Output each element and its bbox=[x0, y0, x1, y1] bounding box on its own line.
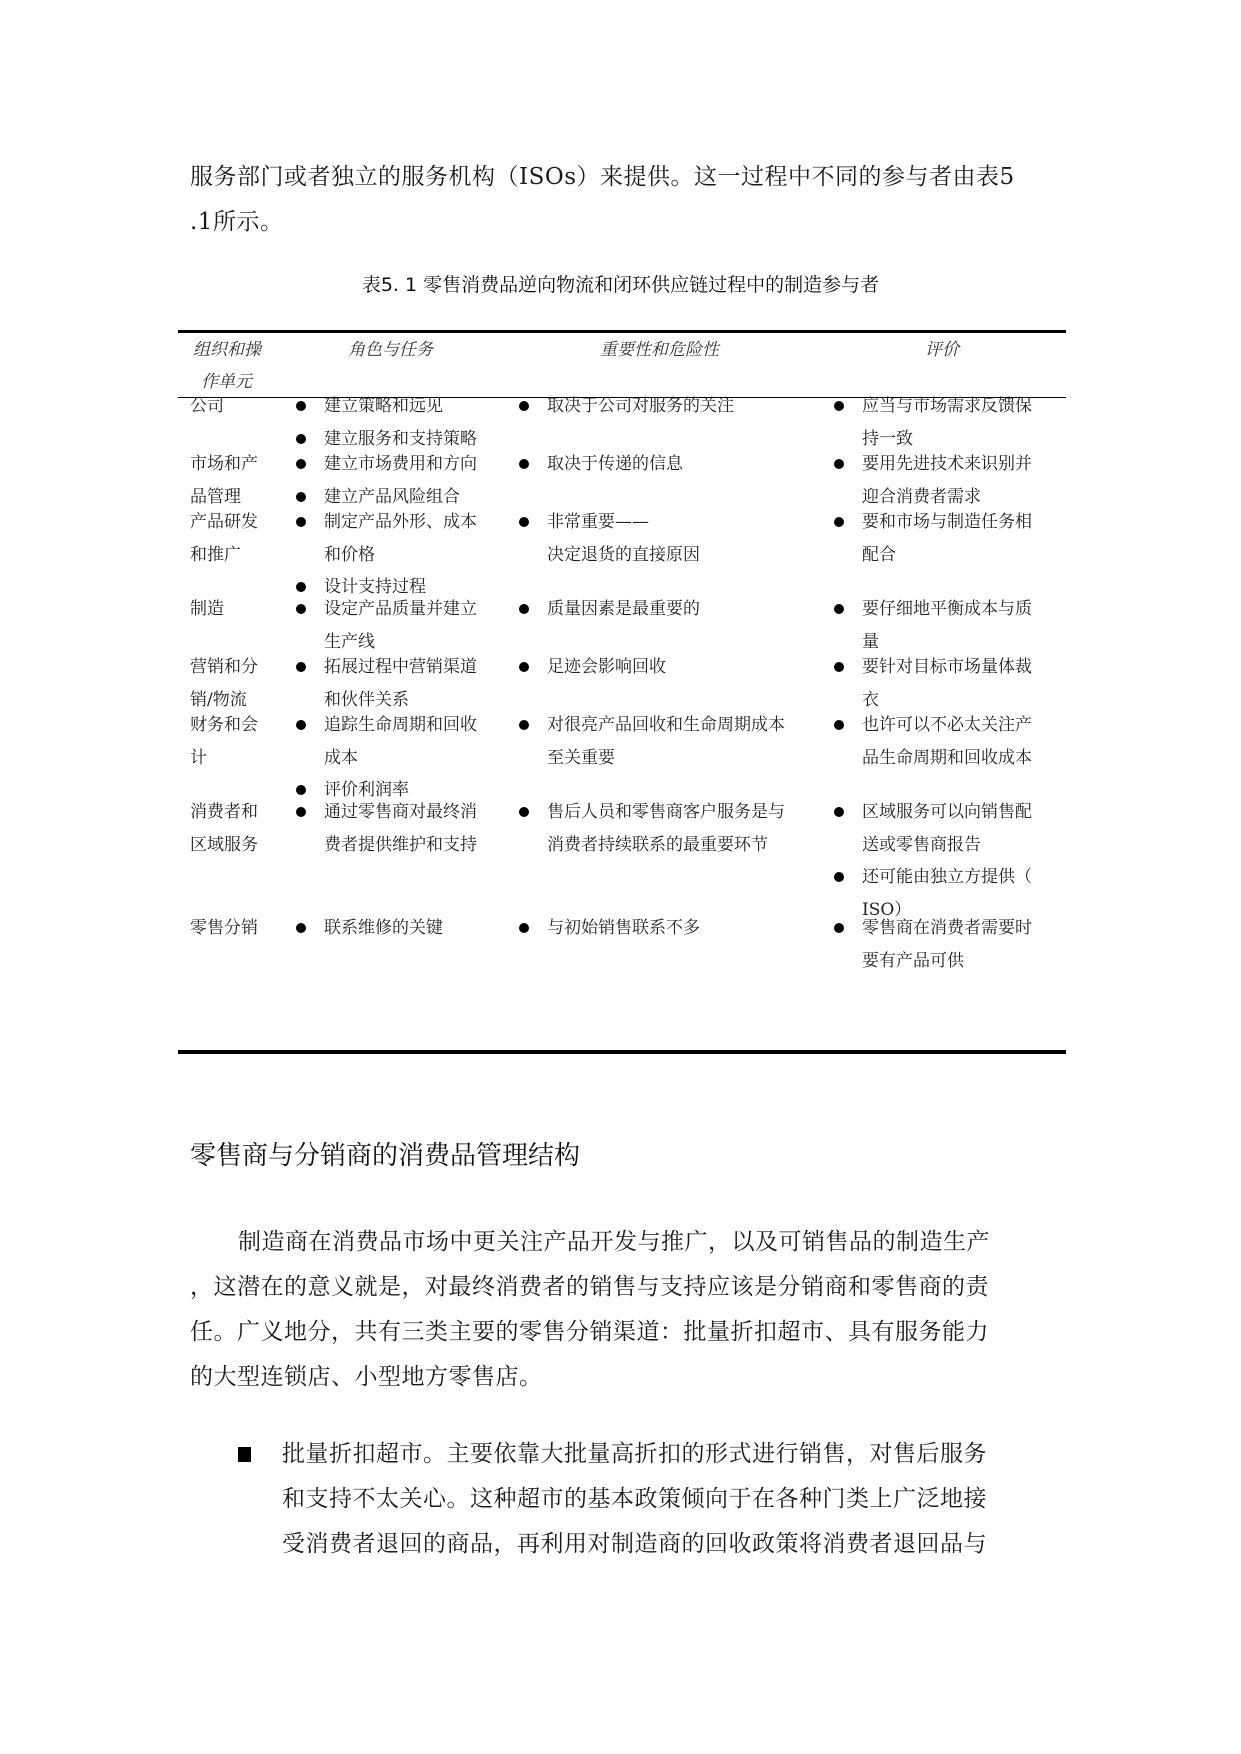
cell-role bbox=[290, 709, 500, 807]
cell-evaluation bbox=[828, 709, 1058, 774]
bullet-line: 建立策略和远见 bbox=[324, 396, 443, 416]
table-caption: 表5. 1 零售消费品逆向物流和闭环供应链过程中的制造参与者 bbox=[361, 274, 880, 296]
cell-unit bbox=[190, 390, 270, 423]
bullet-item bbox=[513, 506, 803, 571]
section-heading: 零售商与分销商的消费品管理结构 bbox=[190, 1141, 581, 1171]
cell-evaluation bbox=[828, 506, 1058, 571]
bullet-line: 对很亮产品回收和生命周期成本 bbox=[547, 715, 785, 735]
cell-text: 品管理 bbox=[190, 486, 241, 507]
cell-importance bbox=[513, 709, 803, 774]
cell-evaluation bbox=[828, 448, 1058, 513]
bullet-item bbox=[290, 651, 500, 716]
bullet-line: 通过零售商对最终消 bbox=[324, 802, 477, 822]
bullet-line: 应当与市场需求反馈保 bbox=[862, 396, 1032, 416]
bullet-line: 至关重要 bbox=[547, 747, 615, 768]
bullet-line: 要仔细地平衡成本与质 bbox=[862, 599, 1032, 619]
bullet-line: 成本 bbox=[324, 747, 358, 768]
bullet-line: 联系维修的关键 bbox=[324, 918, 443, 938]
list-item-line: 批量折扣超市。主要依靠大批量高折扣的形式进行销售，对售后服务 bbox=[282, 1441, 987, 1467]
bullet-item bbox=[828, 506, 1058, 571]
bullet-line: 拓展过程中营销渠道 bbox=[324, 657, 477, 677]
bullet-line: 质量因素是最重要的 bbox=[547, 599, 700, 619]
bullet-line: 追踪生命周期和回收 bbox=[324, 715, 477, 735]
bullet-line: 设定产品质量并建立 bbox=[324, 599, 477, 619]
bullet-line: 足迹会影响回收 bbox=[547, 657, 666, 677]
cell-text: 市场和产 bbox=[190, 454, 258, 474]
cell-text: 消费者和 bbox=[190, 802, 258, 822]
bullet-item bbox=[513, 651, 803, 684]
bullet-line: 制定产品外形、成本 bbox=[324, 512, 477, 532]
bullet-item bbox=[828, 912, 1058, 977]
section-paragraph bbox=[190, 1220, 1060, 1400]
cell-text: 和推广 bbox=[190, 544, 241, 565]
bullet-line: 消费者持续联系的最重要环节 bbox=[547, 834, 768, 855]
bullet-line: 要用先进技术来识别并 bbox=[862, 454, 1032, 474]
bullet-item bbox=[828, 709, 1058, 774]
bullet-line: 送或零售商报告 bbox=[862, 834, 981, 855]
bullet-line: 要有产品可供 bbox=[862, 950, 964, 971]
cell-unit bbox=[190, 709, 270, 774]
cell-evaluation bbox=[828, 651, 1058, 716]
bullet-line: 决定退货的直接原因 bbox=[547, 544, 700, 565]
bullet-line: 非常重要—— bbox=[547, 512, 649, 532]
bullet-line: 配合 bbox=[862, 544, 896, 565]
cell-importance bbox=[513, 448, 803, 481]
list-item-text bbox=[282, 1432, 1068, 1567]
bullet-line: 取决于传递的信息 bbox=[547, 454, 683, 474]
bullet-line: 和伙伴关系 bbox=[324, 689, 409, 710]
bullet-item bbox=[290, 448, 500, 481]
cell-text: 销/物流 bbox=[190, 689, 247, 710]
cell-text: 零售分销 bbox=[190, 918, 258, 938]
bullet-item bbox=[290, 506, 500, 571]
bullet-item bbox=[513, 390, 803, 423]
cell-text: 营销和分 bbox=[190, 657, 258, 677]
cell-role bbox=[290, 912, 500, 945]
cell-importance bbox=[513, 651, 803, 684]
bullet-item bbox=[290, 912, 500, 945]
cell-evaluation bbox=[828, 390, 1058, 455]
paragraph-line: 制造商在消费品市场中更关注产品开发与推广，以及可销售品的制造生产 bbox=[238, 1229, 990, 1255]
paragraph-line: ，这潜在的意义就是，对最终消费者的销售与支持应该是分销商和零售商的责 bbox=[190, 1274, 989, 1300]
header-evaluation: 评价 bbox=[925, 340, 959, 360]
bullet-line: 品生命周期和回收成本 bbox=[862, 747, 1032, 768]
cell-role bbox=[290, 796, 500, 861]
list-item-line: 受消费者退回的商品，再利用对制造商的回收政策将消费者退回品与 bbox=[282, 1531, 987, 1557]
table-top-rule bbox=[178, 330, 1066, 333]
bullet-item bbox=[828, 593, 1058, 658]
bullet-line: 生产线 bbox=[324, 631, 375, 652]
cell-role bbox=[290, 593, 500, 658]
cell-text: 产品研发 bbox=[190, 512, 258, 532]
cell-importance bbox=[513, 796, 803, 861]
square-bullet-list bbox=[238, 1432, 1068, 1567]
bullet-line: 和价格 bbox=[324, 544, 375, 565]
cell-unit bbox=[190, 593, 270, 626]
bullet-line: 费者提供维护和支持 bbox=[324, 834, 477, 855]
cell-text: 区域服务 bbox=[190, 834, 258, 855]
cell-text: 公司 bbox=[190, 396, 224, 416]
cell-role bbox=[290, 506, 500, 604]
bullet-line: 建立产品风险组合 bbox=[324, 486, 460, 507]
bullet-line: 还可能由独立方提供（ bbox=[862, 867, 1032, 887]
header-unit-line: 作单元 bbox=[201, 372, 252, 392]
bullet-item bbox=[290, 709, 500, 774]
cell-role bbox=[290, 390, 500, 455]
bullet-item bbox=[828, 448, 1058, 513]
bullet-line: 售后人员和零售商客户服务是与 bbox=[547, 802, 785, 822]
bullet-line: 建立市场费用和方向 bbox=[324, 454, 477, 474]
bullet-line: 迎合消费者需求 bbox=[862, 486, 981, 507]
cell-importance bbox=[513, 912, 803, 945]
cell-evaluation bbox=[828, 796, 1058, 926]
paragraph-line: 服务部门或者独立的服务机构（ISOs）来提供。这一过程中不同的参与者由表5 bbox=[190, 164, 1015, 190]
header-unit bbox=[193, 334, 283, 398]
bullet-line: 区域服务可以向销售配 bbox=[862, 802, 1032, 822]
list-item-line: 和支持不太关心。这种超市的基本政策倾向于在各种门类上广泛地接 bbox=[282, 1486, 987, 1512]
cell-unit bbox=[190, 796, 270, 861]
table-bottom-rule bbox=[178, 1050, 1066, 1054]
paragraph-line: 的大型连锁店、小型地方零售店。 bbox=[190, 1364, 543, 1390]
cell-evaluation bbox=[828, 593, 1058, 658]
bullet-item bbox=[513, 593, 803, 626]
bullet-item bbox=[290, 593, 500, 658]
header-unit-line: 组织和操 bbox=[193, 340, 261, 360]
cell-importance bbox=[513, 390, 803, 423]
bullet-line: ISO） bbox=[862, 899, 912, 920]
square-bullet-icon bbox=[238, 1447, 251, 1462]
bullet-line: 量 bbox=[862, 631, 879, 652]
bullet-line: 评价利润率 bbox=[324, 780, 409, 800]
bullet-line: 设计支持过程 bbox=[324, 577, 426, 597]
bullet-item bbox=[513, 912, 803, 945]
cell-importance bbox=[513, 593, 803, 626]
cell-unit bbox=[190, 651, 270, 716]
cell-importance bbox=[513, 506, 803, 571]
bullet-line: 与初始销售联系不多 bbox=[547, 918, 700, 938]
intro-paragraph bbox=[190, 155, 1060, 245]
bullet-line: 建立服务和支持策略 bbox=[324, 428, 477, 449]
bullet-line: 取决于公司对服务的关注 bbox=[547, 396, 734, 416]
bullet-line: 要和市场与制造任务相 bbox=[862, 512, 1032, 532]
paragraph-line: .1所示。 bbox=[190, 209, 284, 235]
header-importance: 重要性和危险性 bbox=[600, 340, 719, 360]
list-item bbox=[238, 1432, 1068, 1567]
bullet-line: 衣 bbox=[862, 689, 879, 710]
bullet-line: 也许可以不必太关注产 bbox=[862, 715, 1032, 735]
bullet-line: 持一致 bbox=[862, 428, 913, 449]
bullet-line: 要针对目标市场量体裁 bbox=[862, 657, 1032, 677]
cell-evaluation bbox=[828, 912, 1058, 977]
cell-role bbox=[290, 651, 500, 716]
bullet-item bbox=[290, 796, 500, 861]
cell-text: 财务和会 bbox=[190, 715, 258, 735]
cell-text: 计 bbox=[190, 747, 207, 768]
cell-role bbox=[290, 448, 500, 513]
cell-text: 制造 bbox=[190, 599, 224, 619]
bullet-item bbox=[828, 796, 1058, 861]
cell-unit bbox=[190, 448, 270, 513]
paragraph-line: 任。广义地分，共有三类主要的零售分销渠道：批量折扣超市、具有服务能力 bbox=[190, 1319, 989, 1345]
bullet-line: 零售商在消费者需要时 bbox=[862, 918, 1032, 938]
bullet-item bbox=[828, 651, 1058, 716]
bullet-item bbox=[828, 390, 1058, 455]
bullet-item bbox=[290, 390, 500, 423]
bullet-item bbox=[513, 448, 803, 481]
cell-unit bbox=[190, 506, 270, 571]
bullet-item bbox=[513, 796, 803, 861]
header-role: 角色与任务 bbox=[348, 340, 433, 360]
cell-unit bbox=[190, 912, 270, 945]
bullet-item bbox=[513, 709, 803, 774]
